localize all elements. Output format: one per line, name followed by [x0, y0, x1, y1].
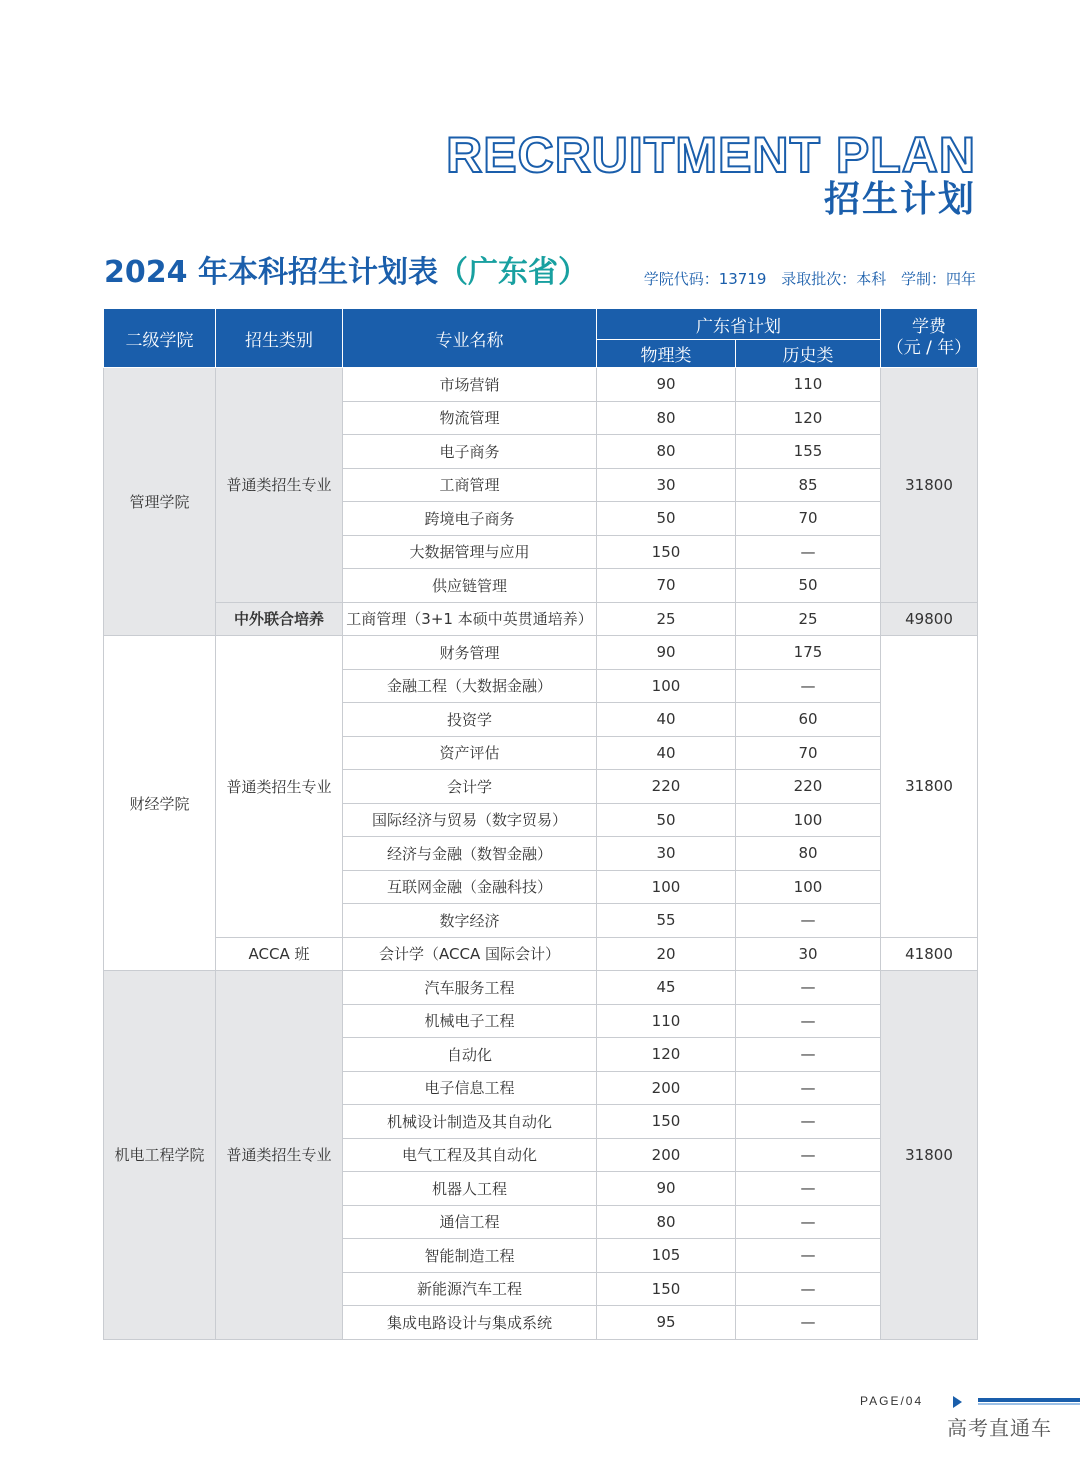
history-cell: — [736, 1239, 881, 1273]
physics-cell: 105 [597, 1239, 736, 1273]
history-cell: — [736, 1038, 881, 1072]
history-cell: 100 [736, 803, 881, 837]
physics-cell: 150 [597, 1105, 736, 1139]
physics-cell: 40 [597, 703, 736, 737]
history-cell: — [736, 1071, 881, 1105]
major-cell: 集成电路设计与集成系统 [343, 1306, 597, 1340]
fee-cell: 49800 [881, 602, 978, 636]
history-cell: 155 [736, 435, 881, 469]
major-cell: 财务管理 [343, 636, 597, 670]
major-cell: 大数据管理与应用 [343, 535, 597, 569]
admission-batch: 录取批次：本科 [781, 270, 887, 288]
major-cell: 通信工程 [343, 1205, 597, 1239]
history-cell: 70 [736, 502, 881, 536]
history-cell: — [736, 535, 881, 569]
plan-title-main: 2024 年本科招生计划表 [104, 255, 438, 290]
category-cell: 普通类招生专业 [216, 971, 343, 1340]
category-cell: 普通类招生专业 [216, 636, 343, 938]
physics-cell: 100 [597, 669, 736, 703]
history-cell: — [736, 1138, 881, 1172]
history-cell: 220 [736, 770, 881, 804]
physics-cell: 45 [597, 971, 736, 1005]
history-cell: — [736, 1172, 881, 1206]
physics-cell: 70 [597, 569, 736, 603]
major-cell: 数字经济 [343, 904, 597, 938]
history-cell: — [736, 1306, 881, 1340]
header-major: 专业名称 [343, 309, 597, 368]
major-cell: 资产评估 [343, 736, 597, 770]
physics-cell: 90 [597, 368, 736, 402]
history-cell: 50 [736, 569, 881, 603]
physics-cell: 95 [597, 1306, 736, 1340]
major-cell: 机器人工程 [343, 1172, 597, 1206]
major-cell: 工商管理 [343, 468, 597, 502]
physics-cell: 100 [597, 870, 736, 904]
major-cell: 国际经济与贸易（数字贸易） [343, 803, 597, 837]
major-cell: 智能制造工程 [343, 1239, 597, 1273]
history-cell: 70 [736, 736, 881, 770]
plan-title [104, 254, 588, 292]
major-cell: 汽车服务工程 [343, 971, 597, 1005]
dept-cell: 管理学院 [104, 368, 216, 636]
physics-cell: 150 [597, 535, 736, 569]
fee-cell: 31800 [881, 636, 978, 938]
history-cell: — [736, 1105, 881, 1139]
watermark: 高考直通车 [947, 1416, 1052, 1440]
physics-cell: 30 [597, 468, 736, 502]
major-cell: 电气工程及其自动化 [343, 1138, 597, 1172]
history-cell: — [736, 1004, 881, 1038]
physics-cell: 20 [597, 937, 736, 971]
dept-cell: 财经学院 [104, 636, 216, 971]
history-cell: 100 [736, 870, 881, 904]
history-cell: 120 [736, 401, 881, 435]
footer-divider-light [978, 1403, 1080, 1405]
major-cell: 会计学 [343, 770, 597, 804]
category-cell: ACCA 班 [216, 937, 343, 971]
physics-cell: 150 [597, 1272, 736, 1306]
physics-cell: 200 [597, 1071, 736, 1105]
header-dept: 二级学院 [104, 309, 216, 368]
fee-cell: 31800 [881, 971, 978, 1340]
major-cell: 市场营销 [343, 368, 597, 402]
major-cell: 金融工程（大数据金融） [343, 669, 597, 703]
hero-chinese-title: 招生计划 [823, 179, 976, 220]
table-row [104, 971, 978, 1005]
major-cell: 机械电子工程 [343, 1004, 597, 1038]
physics-cell: 110 [597, 1004, 736, 1038]
fee-cell: 31800 [881, 368, 978, 603]
physics-cell: 200 [597, 1138, 736, 1172]
table-row [104, 368, 978, 402]
major-cell: 跨境电子商务 [343, 502, 597, 536]
category-cell: 中外联合培养 [216, 602, 343, 636]
category-cell: 普通类招生专业 [216, 368, 343, 603]
page-arrow-icon [953, 1396, 962, 1408]
fee-cell: 41800 [881, 937, 978, 971]
major-cell: 互联网金融（金融科技） [343, 870, 597, 904]
history-cell: 85 [736, 468, 881, 502]
header-fee-line2: （元 / 年） [886, 338, 972, 358]
history-cell: 25 [736, 602, 881, 636]
physics-cell: 50 [597, 803, 736, 837]
physics-cell: 90 [597, 636, 736, 670]
physics-cell: 40 [597, 736, 736, 770]
physics-cell: 50 [597, 502, 736, 536]
history-cell: 110 [736, 368, 881, 402]
major-cell: 物流管理 [343, 401, 597, 435]
footer-divider [978, 1398, 1080, 1402]
table-row [104, 636, 978, 670]
history-cell: — [736, 1205, 881, 1239]
history-cell: — [736, 669, 881, 703]
dept-cell: 机电工程学院 [104, 971, 216, 1340]
history-cell: 80 [736, 837, 881, 871]
hero-english-title: RECRUITMENT PLAN [446, 127, 976, 183]
page-number: PAGE/04 [860, 1394, 924, 1408]
table-row [104, 937, 978, 971]
major-cell: 新能源汽车工程 [343, 1272, 597, 1306]
history-cell: 60 [736, 703, 881, 737]
header-physics: 物理类 [597, 340, 736, 368]
history-cell: 175 [736, 636, 881, 670]
history-cell: — [736, 971, 881, 1005]
physics-cell: 80 [597, 401, 736, 435]
recruitment-table [103, 308, 978, 1340]
physics-cell: 55 [597, 904, 736, 938]
major-cell: 工商管理（3+1 本硕中英贯通培养） [343, 602, 597, 636]
major-cell: 供应链管理 [343, 569, 597, 603]
physics-cell: 80 [597, 435, 736, 469]
major-cell: 会计学（ACCA 国际会计） [343, 937, 597, 971]
study-length: 学制：四年 [900, 270, 976, 288]
physics-cell: 90 [597, 1172, 736, 1206]
major-cell: 机械设计制造及其自动化 [343, 1105, 597, 1139]
plan-title-region: （广东省） [437, 255, 588, 290]
physics-cell: 30 [597, 837, 736, 871]
physics-cell: 220 [597, 770, 736, 804]
physics-cell: 25 [597, 602, 736, 636]
major-cell: 电子商务 [343, 435, 597, 469]
header-history: 历史类 [736, 340, 881, 368]
header-category: 招生类别 [216, 309, 343, 368]
physics-cell: 120 [597, 1038, 736, 1072]
major-cell: 经济与金融（数智金融） [343, 837, 597, 871]
major-cell: 电子信息工程 [343, 1071, 597, 1105]
major-cell: 自动化 [343, 1038, 597, 1072]
table-row [104, 602, 978, 636]
header-plan-group: 广东省计划 [597, 309, 881, 340]
history-cell: — [736, 904, 881, 938]
college-code: 学院代码：13719 [643, 270, 767, 288]
physics-cell: 80 [597, 1205, 736, 1239]
header-fee [881, 309, 978, 368]
history-cell: — [736, 1272, 881, 1306]
header-fee-line1: 学费 [912, 317, 946, 337]
major-cell: 投资学 [343, 703, 597, 737]
table-body [104, 368, 978, 1340]
history-cell: 30 [736, 937, 881, 971]
plan-meta [634, 268, 976, 289]
